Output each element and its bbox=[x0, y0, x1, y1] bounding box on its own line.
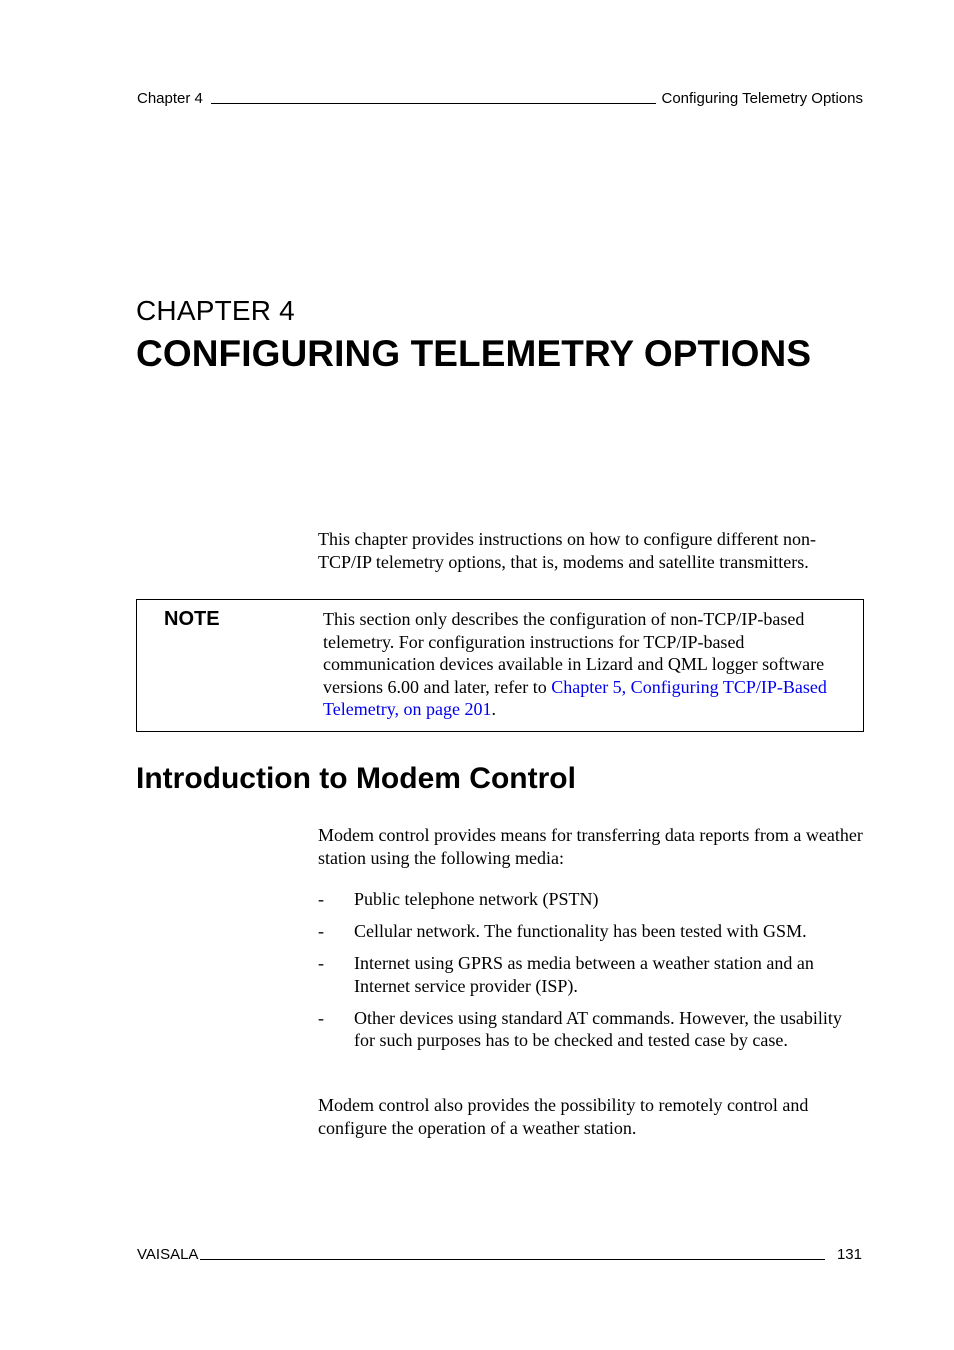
header-chapter-title: Configuring Telemetry Options bbox=[661, 90, 863, 107]
list-item-text: Public telephone network (PSTN) bbox=[354, 889, 599, 909]
list-dash: - bbox=[318, 1007, 324, 1028]
page-number: 131 bbox=[836, 1246, 862, 1263]
chapter-number: CHAPTER 4 bbox=[136, 295, 295, 326]
footer-company: VAISALA bbox=[137, 1246, 199, 1263]
list-dash: - bbox=[318, 921, 324, 941]
note-text bbox=[323, 608, 859, 721]
header-rule bbox=[211, 103, 656, 104]
page-header bbox=[137, 87, 863, 107]
section-intro: Modem control provides means for transferring data reports from a weather station using the following media: bbox=[318, 825, 863, 868]
list-item bbox=[318, 920, 863, 943]
chapter-5-link[interactable]: Chapter 5, Configuring TCP/IP-Based Telemetry, on page 201 bbox=[323, 676, 827, 719]
list-dash: - bbox=[318, 889, 324, 909]
section-heading: Introduction to Modem Control bbox=[136, 762, 576, 795]
note-text-end: . bbox=[491, 699, 497, 719]
list-item-text: Internet using GPRS as media between a weather station and an Internet service provider (ISP). bbox=[354, 953, 814, 996]
list-item-text: Cellular network. The functionality has been tested with GSM. bbox=[354, 921, 807, 941]
media-list bbox=[318, 888, 863, 1061]
list-item-text: Other devices using standard AT commands. However, the usability for such purposes has to be checked and tested case by case. bbox=[354, 1007, 842, 1050]
list-dash: - bbox=[318, 953, 324, 973]
list-item bbox=[318, 888, 863, 911]
list-item bbox=[318, 952, 863, 997]
section-outro: Modem control also provides the possibility to remotely control and configure the operation of a weather station. bbox=[318, 1095, 809, 1138]
footer-rule bbox=[200, 1259, 825, 1260]
note-box bbox=[136, 599, 864, 732]
chapter-title: CONFIGURING TELEMETRY OPTIONS bbox=[136, 333, 812, 374]
note-text-body: This section only describes the configuration of non-TCP/IP-based telemetry. For configuration instructions for TCP/IP-based communication devices available in Lizard and QML logger software versions 6.00 and later, refer to bbox=[323, 609, 825, 697]
header-chapter: Chapter 4 bbox=[137, 90, 203, 107]
note-label: NOTE bbox=[164, 608, 220, 630]
list-item bbox=[318, 1007, 863, 1052]
chapter-intro: This chapter provides instructions on how to configure different non-TCP/IP telemetry options, that is, modems and satellite transmitters. bbox=[318, 529, 817, 572]
page-footer bbox=[137, 1243, 863, 1263]
